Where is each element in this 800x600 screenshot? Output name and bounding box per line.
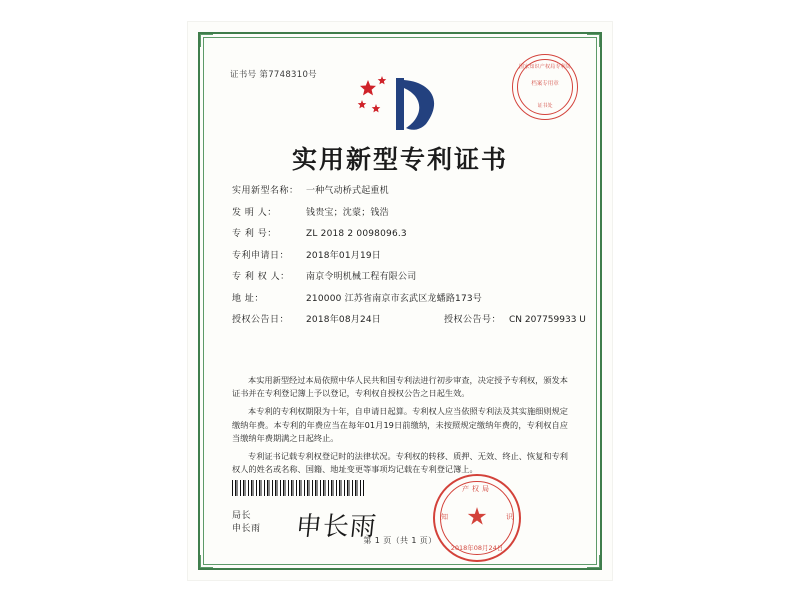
field-row-patent-number <box>232 228 572 240</box>
field-value: 一种气动桥式起重机 <box>306 186 389 196</box>
patent-office-logo-icon <box>188 74 612 136</box>
field-row-address <box>232 293 572 305</box>
field-value: 钱贵宝；沈蒙；钱浩 <box>306 207 389 218</box>
seal-arc-right-text: 识 <box>506 513 513 521</box>
corner-ornament-bottom-right <box>587 555 600 568</box>
field-label: 专 利 权 人： <box>232 272 290 282</box>
field-value-secondary: CN 207759933 U <box>509 315 586 325</box>
director-signature: 申长雨 <box>294 512 379 542</box>
certificate-number: 证书号 第7748310号 <box>230 70 317 80</box>
seal-arc-left-text: 知 <box>441 513 448 521</box>
field-value: ZL 2018 2 0098096.3 <box>306 229 407 239</box>
director-name: 申长雨 <box>232 524 261 534</box>
director-label <box>232 510 261 536</box>
field-row-utility-model-name <box>232 185 572 197</box>
seal-arc-top-text: 产权局 <box>462 485 492 493</box>
corner-ornament-top-left <box>200 34 213 47</box>
corner-ornament-bottom-left <box>200 555 213 568</box>
seal-middle-text: 档案专用章 <box>531 81 559 87</box>
seal-date-text: 2018年08月24日 <box>450 544 504 552</box>
official-red-seal <box>433 474 521 562</box>
page-title: 实用新型专利证书 <box>291 145 508 174</box>
seal-top-text: 国家知识产权局专利局 <box>518 64 571 70</box>
field-label: 专利申请日： <box>232 250 290 261</box>
star-icon: ★ <box>466 502 488 531</box>
field-list <box>232 185 586 336</box>
certificate-sheet <box>188 22 612 580</box>
field-row-inventors <box>232 207 572 219</box>
field-row-grant-publication <box>232 314 586 326</box>
field-label: 实用新型名称： <box>232 186 299 196</box>
seal-bottom-text: 证书处 <box>537 103 553 109</box>
corner-ornament-top-right <box>587 34 600 47</box>
field-value: 210000 江苏省南京市玄武区龙蟠路173号 <box>306 293 482 304</box>
field-value: 2018年08月24日 <box>306 315 382 325</box>
page-footer: 第 1 页（共 1 页） <box>363 536 437 545</box>
director-title: 局长 <box>232 511 252 521</box>
paragraph-1: 本实用新型经过本局依照中华人民共和国专利法进行初步审查，决定授予专利权，颁发本证书并在专利登记簿上予以登记，专利权自授权公告之日起生效。 <box>232 375 568 399</box>
field-row-patentee <box>232 271 572 283</box>
field-value: 2018年01月19日 <box>306 250 382 261</box>
paragraph-3: 专利证书记载专利权登记时的法律状况。专利权的转移、质押、无效、终止、恢复和专利权人的姓名或名称、国籍、地址变更等事项均记载在专利登记簿上。 <box>232 451 568 475</box>
barcode <box>232 480 364 496</box>
field-label: 授权公告日： <box>232 315 290 325</box>
paragraph-2: 本专利的专利权期限为十年，自申请日起算。专利权人应当依照专利法及其实施细则规定缴纳年费。本专利的年费应当在每年01月19日前缴纳，未按照规定缴纳年费的，专利权自应当缴纳年费期满之日起终止。 <box>232 406 568 443</box>
field-row-application-date <box>232 250 572 262</box>
field-label: 地 址： <box>232 293 264 304</box>
field-label: 专 利 号： <box>232 229 277 239</box>
field-label: 发 明 人： <box>232 207 277 218</box>
field-value: 南京令明机械工程有限公司 <box>306 272 417 282</box>
field-label-secondary: 授权公告号： <box>444 315 502 325</box>
legal-body-text <box>232 374 568 481</box>
